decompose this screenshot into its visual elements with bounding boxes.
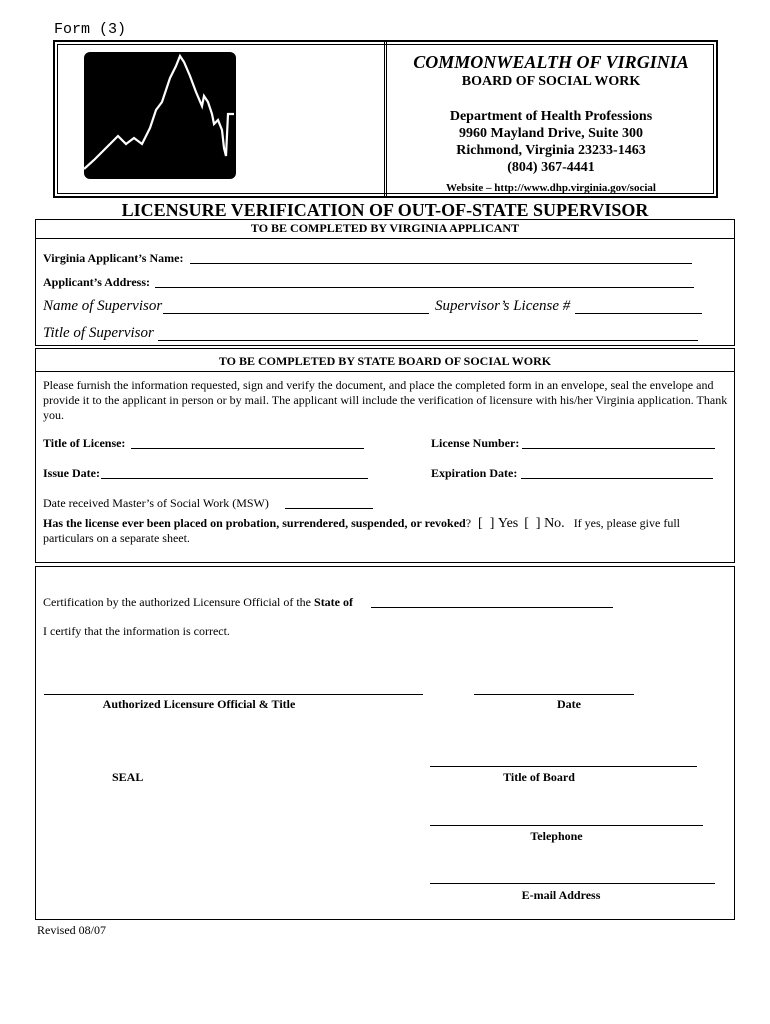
applicant-heading: TO BE COMPLETED BY VIRGINIA APPLICANT [250, 221, 520, 235]
page-title: LICENSURE VERIFICATION OF OUT-OF-STATE SUPERVISOR [121, 200, 649, 220]
yes-checkbox[interactable]: [ ] Yes [478, 516, 519, 531]
license-title-field[interactable] [131, 448, 364, 449]
email-field[interactable] [430, 883, 715, 884]
phone-number: (804) 367-4441 [507, 160, 595, 175]
no-checkbox[interactable]: [ ] No. [524, 516, 565, 531]
city-address: Richmond, Virginia 23233-1463 [456, 143, 646, 158]
if-yes-note: If yes, please give full [573, 516, 680, 530]
street-address: 9960 Mayland Drive, Suite 300 [459, 126, 643, 141]
board-name: BOARD OF SOCIAL WORK [461, 74, 641, 89]
header-divider [384, 40, 387, 198]
title-of-board-field[interactable] [430, 766, 697, 767]
yes-option-label: Yes [497, 516, 519, 531]
state-field[interactable] [371, 607, 613, 608]
supervisor-name-field[interactable] [163, 313, 429, 314]
date-label: Date [557, 697, 581, 711]
telephone-label: Telephone [530, 829, 583, 843]
issue-date-label: Issue Date: [43, 466, 100, 480]
certification-lead: Certification by the authorized Licensure Official of the [43, 595, 312, 609]
probation-question-text: Has the license ever been placed on probation, surrendered, suspended, or revoked [43, 516, 466, 530]
email-label: E-mail Address [521, 888, 601, 902]
license-number-field[interactable] [522, 448, 715, 449]
certification-statement [43, 595, 353, 610]
org-name: COMMONWEALTH OF VIRGINIA [413, 52, 689, 72]
supervisor-name-label: Name of Supervisor [43, 298, 163, 314]
applicant-address-label: Applicant’s Address: [43, 275, 151, 289]
supervisor-title-field[interactable] [158, 340, 698, 341]
form-number: Form (3) [54, 21, 127, 38]
supervisor-title-label: Title of Supervisor [43, 325, 154, 341]
state-of-label: State of [314, 595, 354, 609]
msw-date-label: Date received Master’s of Social Work (MSW) [43, 496, 269, 510]
telephone-field[interactable] [430, 825, 703, 826]
license-number-label: License Number: [431, 436, 520, 450]
divider [35, 238, 735, 239]
msw-date-field[interactable] [285, 508, 373, 509]
question-mark: ? [465, 516, 472, 530]
expiration-date-field[interactable] [521, 478, 713, 479]
certify-statement: I certify that the information is correct. [43, 624, 230, 638]
title-of-board-label: Title of Board [503, 770, 575, 784]
expiration-date-label: Expiration Date: [431, 466, 518, 480]
website-link[interactable]: Website – http://www.dhp.virginia.gov/social [446, 182, 656, 194]
no-option-label: No. [544, 516, 565, 531]
license-title-label: Title of License: [43, 436, 126, 450]
certification-section [35, 566, 735, 920]
chart-line-icon [84, 52, 236, 179]
official-label: Authorized Licensure Official & Title [102, 697, 296, 711]
supervisor-license-field[interactable] [575, 313, 702, 314]
divider [35, 371, 735, 372]
dhp-logo [84, 52, 236, 179]
particulars-note: particulars on a separate sheet. [43, 531, 190, 545]
applicant-name-label: Virginia Applicant’s Name: [43, 251, 184, 265]
board-heading: TO BE COMPLETED BY STATE BOARD OF SOCIAL WORK [218, 354, 552, 368]
seal-label: SEAL [112, 770, 144, 784]
dept-name: Department of Health Professions [449, 109, 653, 124]
applicant-address-field[interactable] [155, 287, 694, 288]
official-signature-field[interactable] [44, 694, 423, 695]
applicant-name-field[interactable] [190, 263, 692, 264]
date-field[interactable] [474, 694, 634, 695]
issue-date-field[interactable] [101, 478, 368, 479]
revised-date: Revised 08/07 [37, 923, 106, 937]
supervisor-license-label: Supervisor’s License # [435, 298, 571, 314]
board-instructions: Please furnish the information requested, sign and verify the document, and place the completed form in an envelope, seal the envelope and provide it to the applicant in person or by mail. The applicant will include the verification of licensure with his/her Virginia application. Thank you. [43, 378, 728, 422]
